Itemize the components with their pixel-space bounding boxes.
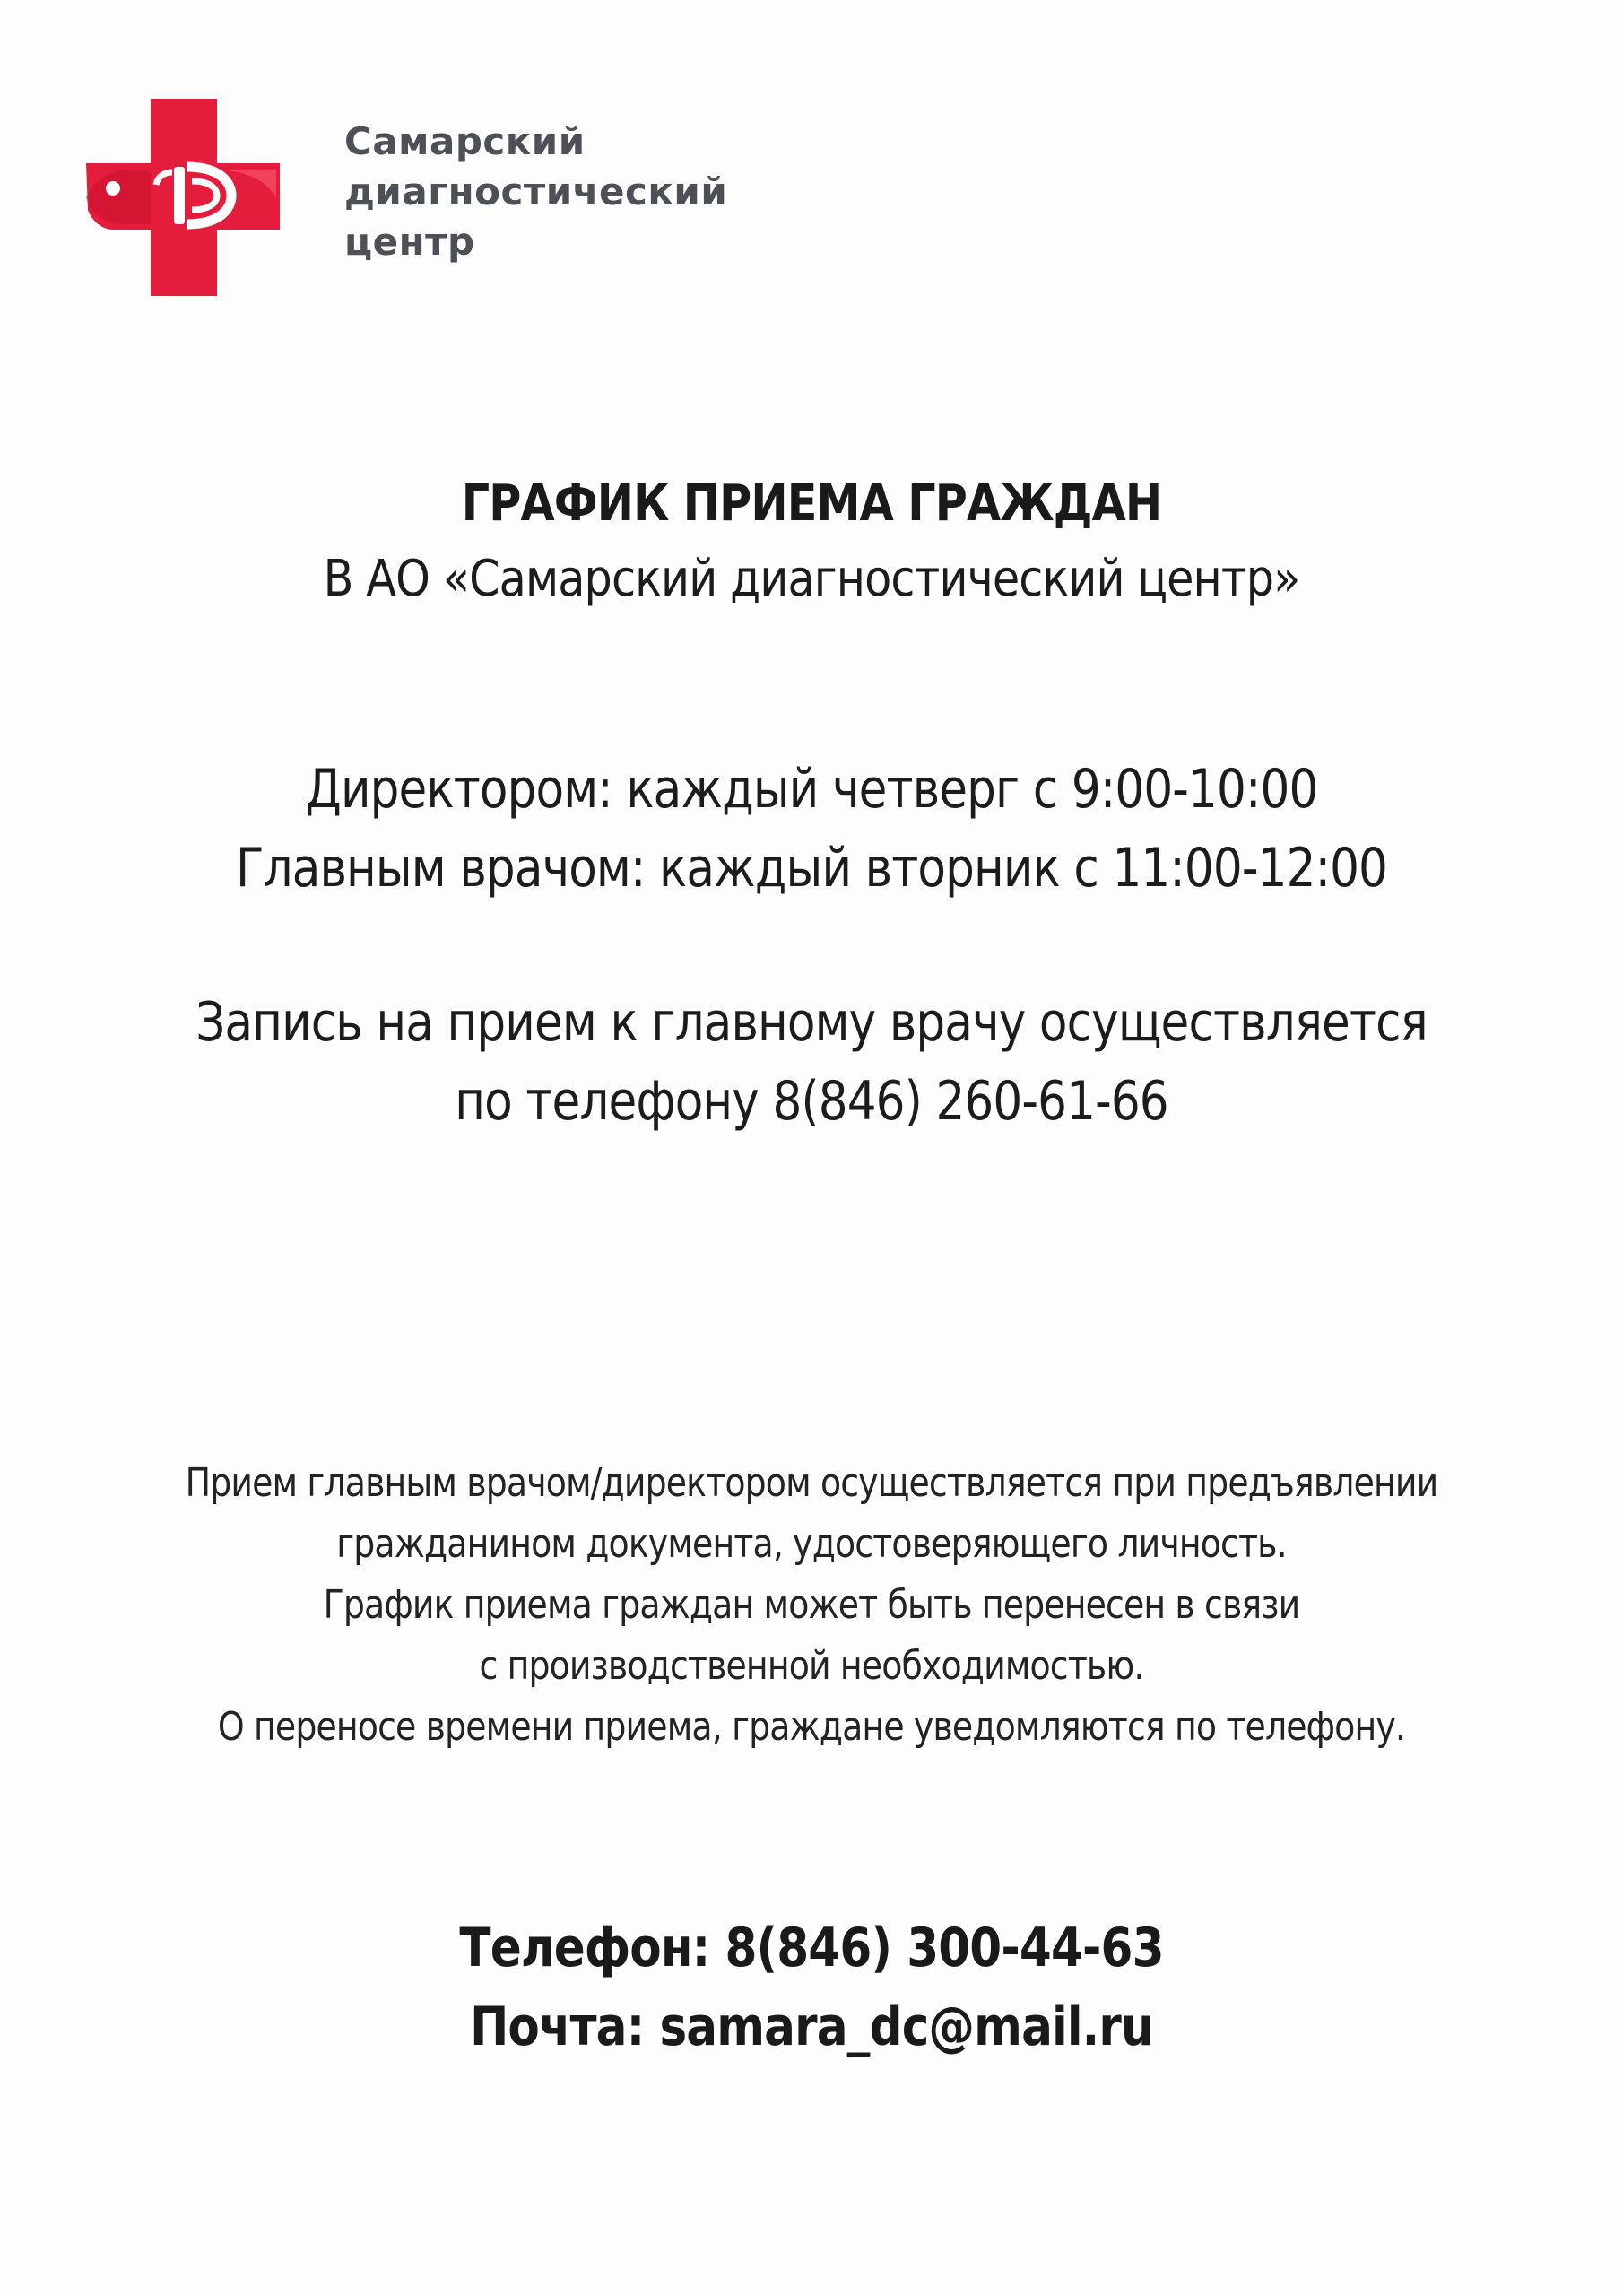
logo-line: диагностический — [344, 170, 728, 213]
note-line: с производственной необходимостью. — [479, 1643, 1144, 1689]
title-heading: ГРАФИК ПРИЕМА ГРАЖДАН — [461, 474, 1162, 533]
note-line: График приема граждан может быть перенесен в связи — [323, 1582, 1300, 1628]
red-cross-logo-icon — [86, 99, 283, 296]
document-title — [0, 468, 1623, 619]
note-line: гражданином документа, удостоверяющего личность. — [336, 1521, 1287, 1567]
booking-line: Запись на прием к главному врачу осуществляется — [195, 991, 1428, 1054]
contacts — [0, 1909, 1623, 2066]
booking-info — [0, 983, 1623, 1141]
booking-phone-line: по телефону 8(846) 260-61-66 — [455, 1070, 1168, 1133]
note-line: О переносе времени приема, граждане уведомляются по телефону. — [217, 1704, 1406, 1750]
logo-line: центр — [344, 220, 475, 264]
schedule-director: Директором: каждый четверг с 9:00-10:00 — [305, 758, 1318, 821]
logo-line: Самарский — [344, 119, 586, 163]
title-subheading: В АО «Самарский диагностический центр» — [323, 550, 1300, 608]
logo-wordmark — [344, 117, 727, 267]
logo — [86, 99, 728, 296]
contact-phone: Телефон: 8(846) 300-44-63 — [459, 1917, 1164, 1979]
contact-email: Почта: samara_dc@mail.ru — [470, 1996, 1153, 2058]
schedule — [0, 750, 1623, 908]
notes — [0, 1453, 1623, 1758]
schedule-chief-doctor: Главным врачом: каждый вторник с 11:00-12:00 — [235, 837, 1388, 900]
note-line: Прием главным врачом/директором осуществляется при предъявлении — [185, 1460, 1438, 1506]
